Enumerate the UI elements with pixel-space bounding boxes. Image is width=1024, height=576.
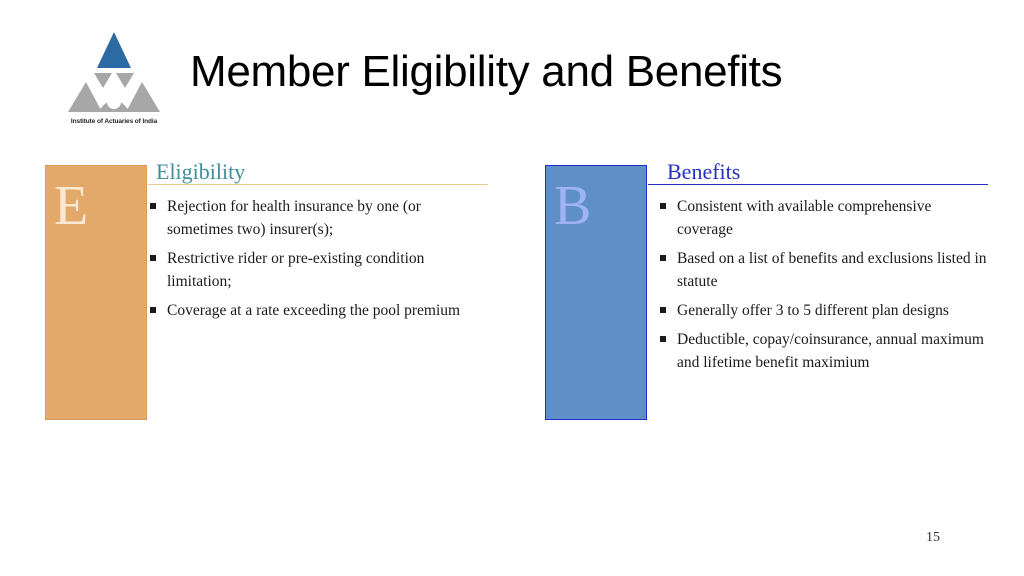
list-item — [148, 299, 468, 322]
list-item — [658, 299, 988, 322]
eligibility-divider — [148, 184, 488, 185]
benefits-heading: Benefits — [667, 159, 741, 184]
list-item — [658, 195, 988, 241]
list-item — [148, 195, 468, 241]
benefits-divider — [648, 184, 988, 185]
eligibility-heading: Eligibility — [156, 159, 246, 184]
list-item-text: Rejection for health insurance by one (or sometimes two) insurer(s); — [167, 198, 421, 238]
list-item-text: Consistent with available comprehensive coverage — [677, 198, 932, 238]
bullet-icon — [660, 336, 666, 342]
logo-caption: Institute of Actuaries of India — [70, 118, 158, 125]
benefits-letter: B — [554, 175, 592, 237]
bullet-icon — [660, 255, 666, 261]
list-item-text: Coverage at a rate exceeding the pool premium — [167, 302, 461, 319]
eligibility-letter: E — [54, 175, 89, 237]
eligibility-letter-box — [45, 165, 147, 420]
bullet-icon — [660, 307, 666, 313]
bullet-icon — [150, 255, 156, 261]
benefits-letter-box — [545, 165, 647, 420]
logo-emblem-icon — [64, 30, 164, 120]
institute-logo — [64, 30, 164, 130]
bullet-icon — [150, 203, 156, 209]
list-item-text: Restrictive rider or pre-existing condition limitation; — [167, 250, 425, 290]
list-item-text: Based on a list of benefits and exclusions listed in statute — [677, 250, 987, 290]
bullet-icon — [660, 203, 666, 209]
list-item — [658, 328, 988, 374]
bullet-icon — [150, 307, 156, 313]
page-number: 15 — [926, 530, 940, 545]
list-item-text: Deductible, copay/coinsurance, annual maximum and lifetime benefit maximium — [677, 331, 984, 371]
list-item — [148, 247, 468, 293]
list-item-text: Generally offer 3 to 5 different plan designs — [677, 302, 949, 319]
page-title: Member Eligibility and Benefits — [190, 47, 783, 96]
eligibility-list — [148, 195, 468, 328]
list-item — [658, 247, 988, 293]
benefits-list — [658, 195, 988, 380]
